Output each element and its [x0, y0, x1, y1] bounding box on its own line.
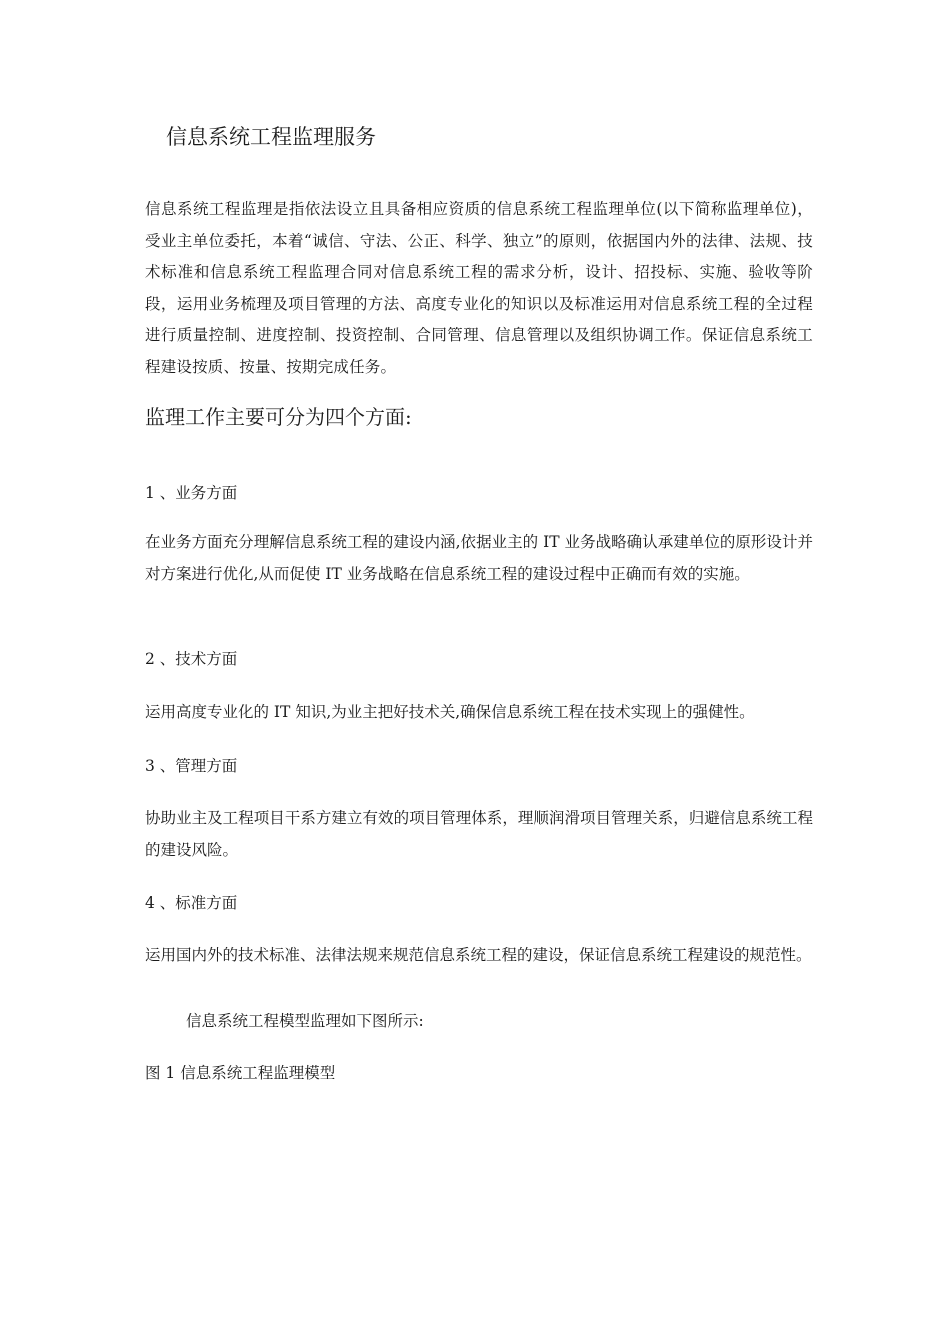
item-title-business: 1 、业务方面: [145, 484, 238, 502]
figure-caption: 图 1 信息系统工程监理模型: [145, 1064, 336, 1082]
item-title-management: 3 、管理方面: [145, 757, 238, 775]
document-title: 信息系统工程监理服务: [166, 125, 376, 149]
intro-paragraph: 信息系统工程监理是指依法设立且具备相应资质的信息系统工程监理单位(以下简称监理单位)，受业主单位委托，本着“诚信、守法、公正、科学、独立”的原则，依据国内外的法律、法规、技术标准和信息系统工程监理合同对信息系统工程的需求分析，设计、招投标、实施、验收等阶段，运用业务梳理及项目管理的方法、高度专业化的知识以及标准运用对信息系统工程的全过程进行质量控制、进度控制、投资控制、合同管理、信息管理以及组织协调工作。保证信息系统工程建设按质、按量、按期完成任务。: [145, 200, 813, 376]
item-body-management: 协助业主及工程项目干系方建立有效的项目管理体系，理顺润滑项目管理关系，归避信息系统工程的建设风险。: [145, 809, 813, 859]
item-body-standards: 运用国内外的技术标准、法律法规来规范信息系统工程的建设，保证信息系统工程建设的规范性。: [145, 946, 812, 964]
item-title-technical: 2 、技术方面: [145, 650, 238, 668]
item-body-business: 在业务方面充分理解信息系统工程的建设内涵,依据业主的 IT 业务战略确认承建单位的原形设计并对方案进行优化,从而促使 IT 业务战略在信息系统工程的建设过程中正确而有效的实施。: [145, 533, 813, 583]
item-title-standards: 4 、标准方面: [145, 894, 238, 912]
model-intro-text: 信息系统工程模型监理如下图所示:: [186, 1012, 424, 1030]
section-heading: 监理工作主要可分为四个方面:: [145, 405, 412, 429]
item-body-technical: 运用高度专业化的 IT 知识,为业主把好技术关,确保信息系统工程在技术实现上的强健性。: [145, 703, 755, 721]
